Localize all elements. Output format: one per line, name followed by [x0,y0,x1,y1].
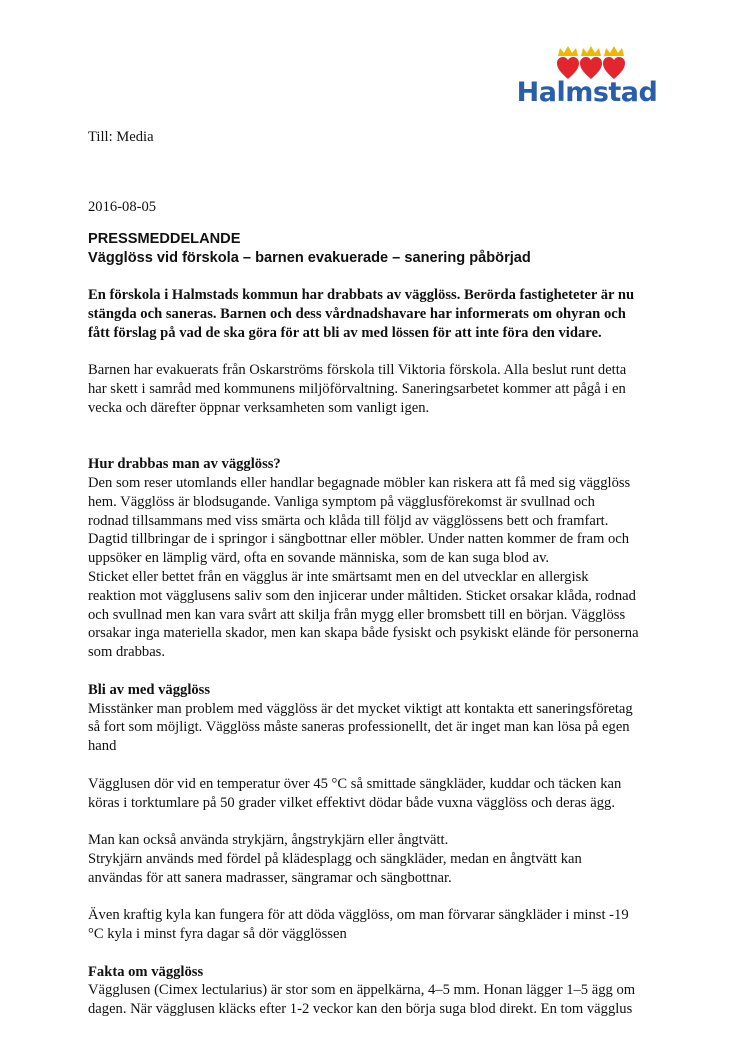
section-line: dagen. När vägglusen kläcks efter 1-2 veckor kan den börja suga blod direkt. En tom vägglus [88,1001,633,1018]
intro-line: har skett i samråd med kommunens miljöförvaltning. Saneringsarbetet kommer att pågå i en [88,380,626,397]
section-heading: Fakta om vägglöss [88,963,204,980]
intro-line: vecka och därefter öppnar verksamheten som vanligt igen. [88,399,430,416]
section-line: Strykjärn används med fördel på klädesplagg och sängkläder, medan en ångtvätt kan [88,850,582,867]
section-line: Man kan också använda strykjärn, ångstrykjärn eller ångtvätt. [88,832,449,849]
section-line: så fort som möjligt. Vägglöss måste saneras professionellt, det är inget man kan lösa på egen [88,719,630,736]
release-date: 2016-08-05 [88,199,157,215]
section-get-rid [88,681,668,944]
section-line: som drabbas. [88,644,166,661]
section-line: orsakar inga materiella skador, men kan skapa både fysiskt och psykiskt elände för personerna [88,625,639,642]
section-line: Vägglusen dör vid en temperatur över 45 °C så smittade sängkläder, kuddar och täcken kan [88,775,622,792]
section-line: uppsöker en lämplig värd, ofta en sovande människa, som de kan suga blod av. [88,550,550,567]
lead-line: fått förslag på vad de ska göra för att bli av med lössen för att inte föra den vidare. [88,324,602,341]
section-line: köras i torktumlare på 50 grader vilket effektivt dödar både vuxna vägglöss och deras ägg. [88,794,615,811]
lead-paragraph [88,286,668,342]
section-line: Även kraftig kyla kan fungera för att döda vägglöss, om man förvarar sängkläder i minst -19 [88,907,629,924]
section-line: Misstänker man problem med vägglöss är det mycket viktigt att kontakta ett saneringsföretag [88,700,633,717]
press-release-label: PRESSMEDDELANDE [88,231,241,247]
article-text [88,286,668,1019]
section-heading: Hur drabbas man av vägglöss? [88,456,281,473]
heading-block [88,230,678,268]
headline: Vägglöss vid förskola – barnen evakuerade – sanering påbörjad [88,250,531,266]
halmstad-logo [516,44,658,110]
section-line: hem. Vägglöss är blodsugande. Vanliga symptom på vägglusförekomst är svullnad och [88,493,595,510]
section-line: °C kyla i minst fyra dagar så dör vägglössen [88,926,347,943]
section-line: hand [88,738,117,755]
section-heading: Bli av med vägglöss [88,681,211,698]
section-line: Vägglusen (Cimex lectularius) är stor som en äppelkärna, 4–5 mm. Honan lägger 1–5 ägg om [88,982,636,999]
section-line: användas för att sanera madrasser, sängramar och sängbottnar. [88,869,452,886]
section-facts [88,963,668,1019]
section-line: Sticket eller bettet från en vägglus är inte smärtsamt men en del utvecklar en allergisk [88,568,589,585]
intro-line: Barnen har evakuerats från Oskarströms förskola till Viktoria förskola. Alla beslut runt detta [88,362,627,379]
section-line: Dagtid tillbringar de i springor i sängbottnar eller möbler. Under natten kommer de fram och [88,531,630,548]
logo-wordmark: Halmstad [516,77,658,108]
section-line: Den som reser utomlands eller handlar begagnade möbler kan riskera att få med sig vägglöss [88,474,631,491]
crown-icon [558,46,624,56]
section-line: och svullnad men kan vara svårt att skilja från mygg eller bromsbett till en början. Vägglöss [88,606,626,623]
heart-icon [557,57,625,79]
lead-line: En förskola i Halmstads kommun har drabbats av vägglöss. Berörda fastigheteter är nu [88,287,635,303]
recipient-line: Till: Media [88,129,154,145]
intro-paragraph [88,361,668,417]
section-line: rodnad tillsammans med viss smärta och klåda till följd av vägglössens bett och framfart. [88,512,609,529]
lead-line: stängda och saneras. Barnen och dess vårdnadshavare har informerats om ohyran och [88,305,626,322]
section-line: reaktion mot vägglusens saliv som den injicerar under måltiden. Sticket orsakar klåda, rodnad [88,587,636,604]
section-how-infested [88,455,668,662]
